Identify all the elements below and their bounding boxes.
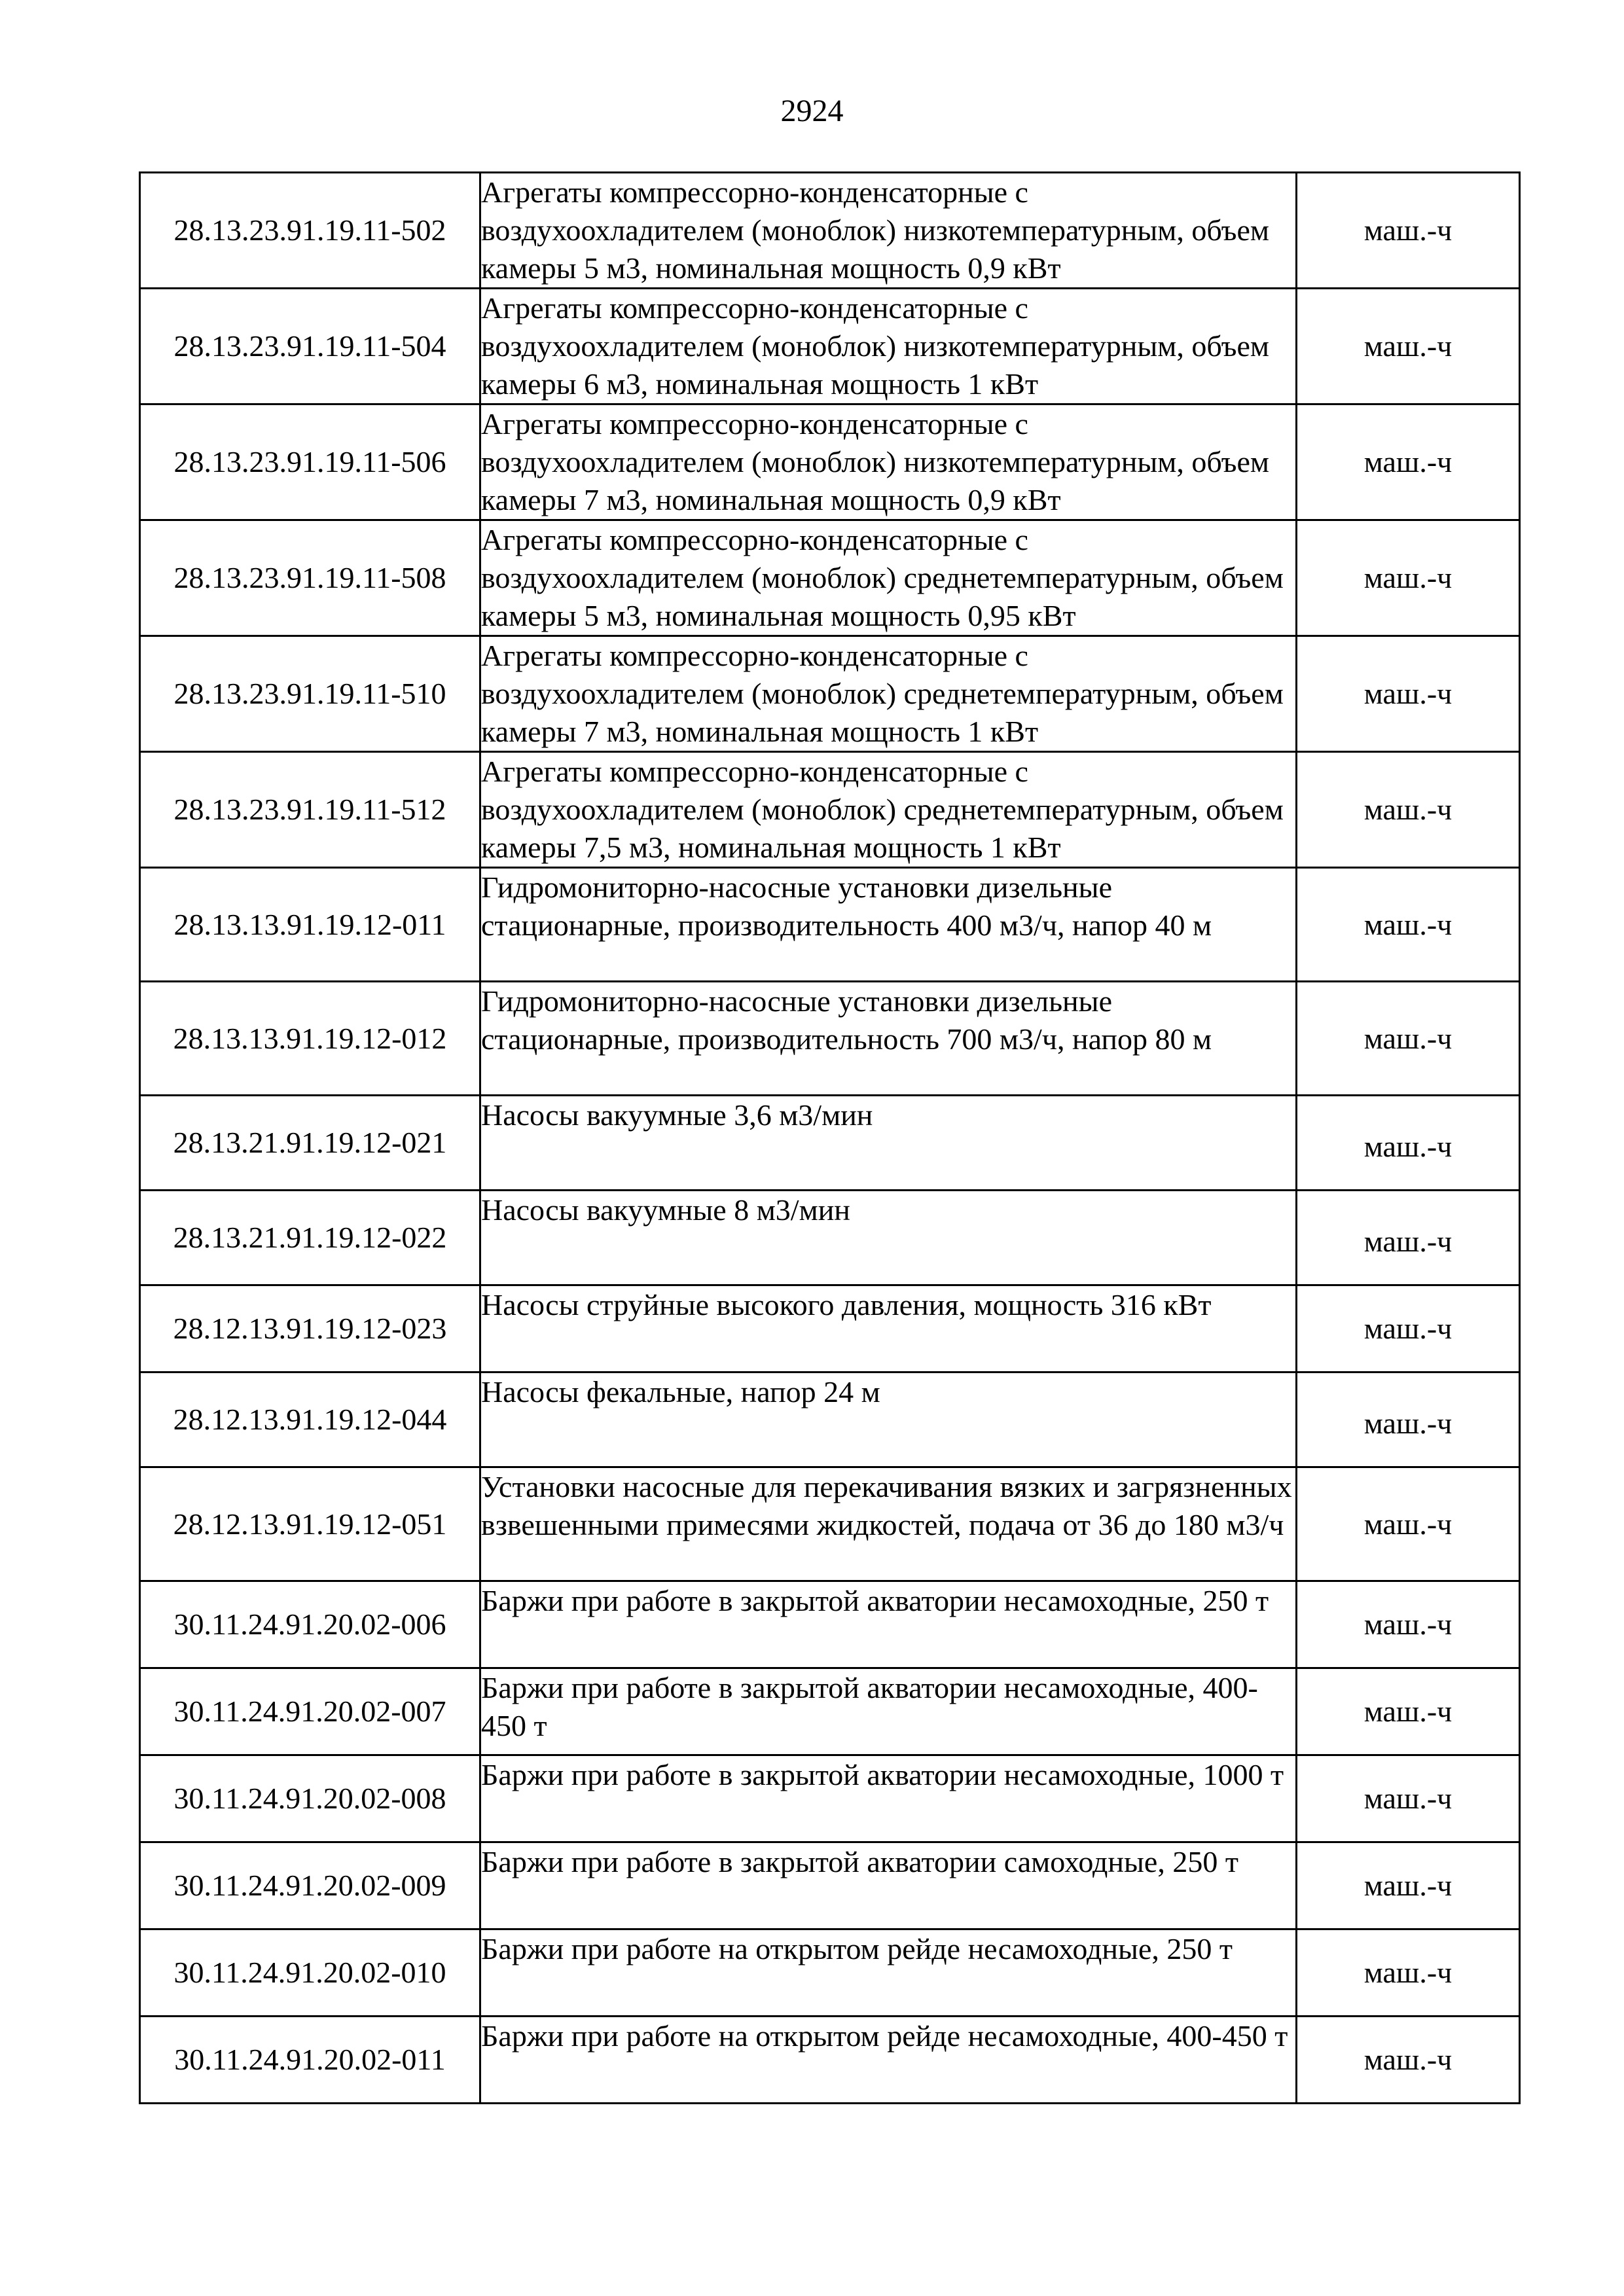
measurement-unit: маш.-ч	[1297, 1842, 1520, 1929]
resource-name: Баржи при работе на открытом рейде несамоходные, 400-450 т	[480, 2017, 1297, 2104]
measurement-unit: маш.-ч	[1297, 1929, 1520, 2017]
measurement-unit: маш.-ч	[1297, 289, 1520, 404]
resource-code: 28.13.13.91.19.12-011	[140, 868, 480, 982]
resource-code: 30.11.24.91.20.02-006	[140, 1581, 480, 1668]
measurement-unit: маш.-ч	[1297, 1285, 1520, 1372]
resource-name: Баржи при работе на открытом рейде несамоходные, 250 т	[480, 1929, 1297, 2017]
resource-code: 28.13.23.91.19.11-510	[140, 636, 480, 752]
resource-code: 28.12.13.91.19.12-023	[140, 1285, 480, 1372]
measurement-unit: маш.-ч	[1297, 404, 1520, 520]
resource-name: Насосы фекальные, напор 24 м	[480, 1372, 1297, 1467]
table-row	[140, 1372, 1520, 1467]
resource-name: Гидромониторно-насосные установки дизельные стационарные, производительность 700 м3/ч, напор 80 м	[480, 982, 1297, 1096]
resource-code: 28.12.13.91.19.12-044	[140, 1372, 480, 1467]
table-row	[140, 1285, 1520, 1372]
resource-name: Гидромониторно-насосные установки дизельные стационарные, производительность 400 м3/ч, напор 40 м	[480, 868, 1297, 982]
resource-code: 30.11.24.91.20.02-008	[140, 1755, 480, 1842]
table-row	[140, 1842, 1520, 1929]
table-row	[140, 636, 1520, 752]
table-row	[140, 1096, 1520, 1191]
resource-name: Баржи при работе в закрытой акватории несамоходные, 250 т	[480, 1581, 1297, 1668]
resource-name: Баржи при работе в закрытой акватории несамоходные, 1000 т	[480, 1755, 1297, 1842]
resource-code: 28.12.13.91.19.12-051	[140, 1467, 480, 1581]
resource-code: 30.11.24.91.20.02-011	[140, 2017, 480, 2104]
table-row	[140, 868, 1520, 982]
measurement-unit: маш.-ч	[1297, 520, 1520, 636]
table-row	[140, 1668, 1520, 1755]
resource-name: Агрегаты компрессорно-конденсаторные с воздухоохладителем (моноблок) среднетемпературным, объем камеры 5 м3, номинальная мощность 0,95 кВт	[480, 520, 1297, 636]
resource-code: 30.11.24.91.20.02-009	[140, 1842, 480, 1929]
table-row	[140, 173, 1520, 289]
table-row	[140, 289, 1520, 404]
resource-name: Насосы вакуумные 3,6 м3/мин	[480, 1096, 1297, 1191]
resource-code: 28.13.23.91.19.11-504	[140, 289, 480, 404]
resource-name: Агрегаты компрессорно-конденсаторные с воздухоохладителем (моноблок) низкотемпературным, объем камеры 7 м3, номинальная мощность 0,9 кВт	[480, 404, 1297, 520]
resource-name: Агрегаты компрессорно-конденсаторные с воздухоохладителем (моноблок) низкотемпературным, объем камеры 5 м3, номинальная мощность 0,9 кВт	[480, 173, 1297, 289]
resource-code: 28.13.21.91.19.12-022	[140, 1191, 480, 1285]
resource-name: Агрегаты компрессорно-конденсаторные с воздухоохладителем (моноблок) низкотемпературным, объем камеры 6 м3, номинальная мощность 1 кВт	[480, 289, 1297, 404]
table-row	[140, 1191, 1520, 1285]
resource-name: Насосы вакуумные 8 м3/мин	[480, 1191, 1297, 1285]
resource-name: Агрегаты компрессорно-конденсаторные с воздухоохладителем (моноблок) среднетемпературным, объем камеры 7,5 м3, номинальная мощность 1 кВт	[480, 752, 1297, 868]
measurement-unit: маш.-ч	[1297, 2017, 1520, 2104]
table-row	[140, 520, 1520, 636]
resource-code: 28.13.23.91.19.11-506	[140, 404, 480, 520]
table-row	[140, 1581, 1520, 1668]
resource-name: Агрегаты компрессорно-конденсаторные с воздухоохладителем (моноблок) среднетемпературным, объем камеры 7 м3, номинальная мощность 1 кВт	[480, 636, 1297, 752]
measurement-unit: маш.-ч	[1297, 173, 1520, 289]
resource-code: 28.13.23.91.19.11-508	[140, 520, 480, 636]
measurement-unit: маш.-ч	[1297, 1372, 1520, 1467]
machinery-table	[139, 171, 1521, 2104]
table-row	[140, 404, 1520, 520]
measurement-unit: маш.-ч	[1297, 868, 1520, 982]
table-row	[140, 2017, 1520, 2104]
measurement-unit: маш.-ч	[1297, 1096, 1520, 1191]
page-number: 2924	[780, 94, 844, 128]
measurement-unit: маш.-ч	[1297, 1191, 1520, 1285]
resource-name: Баржи при работе в закрытой акватории самоходные, 250 т	[480, 1842, 1297, 1929]
resource-name: Баржи при работе в закрытой акватории несамоходные, 400-450 т	[480, 1668, 1297, 1755]
measurement-unit: маш.-ч	[1297, 1668, 1520, 1755]
measurement-unit: маш.-ч	[1297, 982, 1520, 1096]
measurement-unit: маш.-ч	[1297, 636, 1520, 752]
table-row	[140, 1755, 1520, 1842]
table-row	[140, 1467, 1520, 1581]
measurement-unit: маш.-ч	[1297, 752, 1520, 868]
resource-code: 30.11.24.91.20.02-010	[140, 1929, 480, 2017]
resource-code: 28.13.13.91.19.12-012	[140, 982, 480, 1096]
table-row	[140, 982, 1520, 1096]
table-row	[140, 752, 1520, 868]
measurement-unit: маш.-ч	[1297, 1755, 1520, 1842]
measurement-unit: маш.-ч	[1297, 1467, 1520, 1581]
resource-code: 28.13.23.91.19.11-502	[140, 173, 480, 289]
measurement-unit: маш.-ч	[1297, 1581, 1520, 1668]
resource-code: 28.13.21.91.19.12-021	[140, 1096, 480, 1191]
resource-name: Насосы струйные высокого давления, мощность 316 кВт	[480, 1285, 1297, 1372]
resource-code: 30.11.24.91.20.02-007	[140, 1668, 480, 1755]
resource-code: 28.13.23.91.19.11-512	[140, 752, 480, 868]
table-row	[140, 1929, 1520, 2017]
resource-name: Установки насосные для перекачивания вязких и загрязненных взвешенными примесями жидкостей, подача от 36 до 180 м3/ч	[480, 1467, 1297, 1581]
